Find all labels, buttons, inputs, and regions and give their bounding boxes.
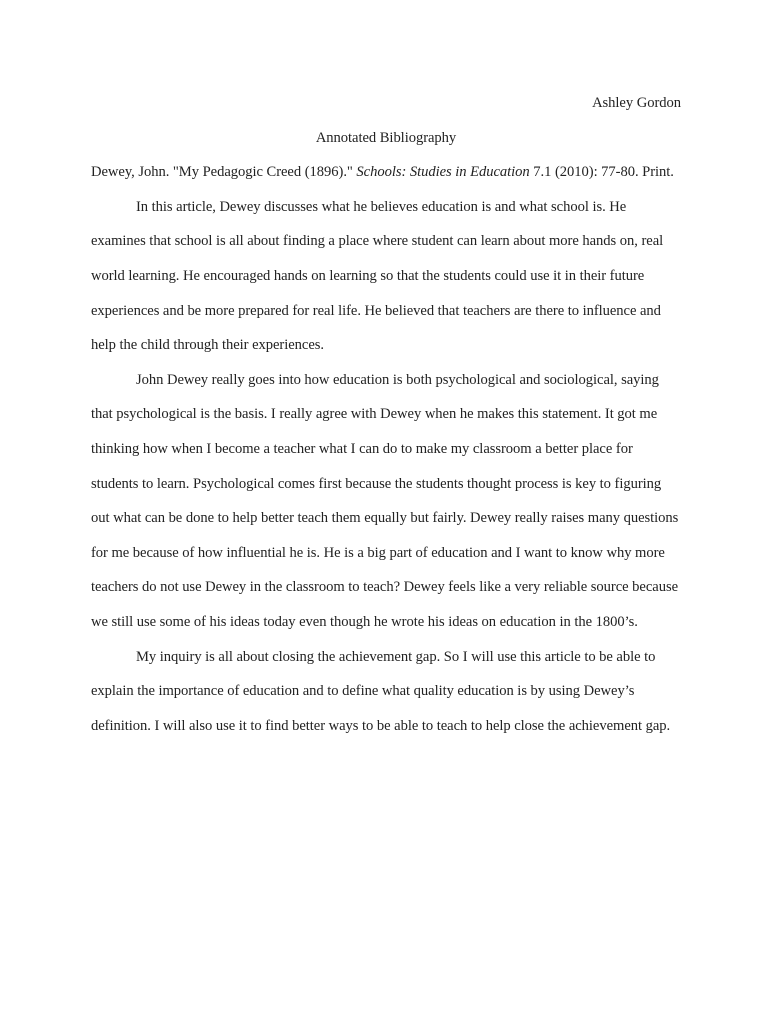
paragraph-usage: My inquiry is all about closing the achievement gap. So I will use this article to be able to explain the importance of education and to define what quality education is by using Dewey’s definition. I will also use it to find better ways to be able to teach to help close the achievement gap. <box>91 648 671 734</box>
document-body <box>91 86 681 743</box>
paragraph-reflection: John Dewey really goes into how education is both psychological and sociological, saying that psychological is the basis. I really agree with Dewey when he makes this statement. It got me thinking how when I become a teacher what I can do to make my classroom a better place for students to learn. Psychological comes first because the students thought process is key to figuring out what can be done to help better teach them equally but fairly. Dewey really raises many questions for me because of how influential he is. He is a big part of education and I want to know why more teachers do not use Dewey in the classroom to teach? Dewey feels like a very reliable source because we still use some of his ideas today even though he wrote his ideas on education in the 1800’s. <box>91 371 679 630</box>
citation-details: 7.1 (2010): 77-80. Print. <box>529 164 674 181</box>
author-name: Ashley Gordon <box>592 95 681 111</box>
citation <box>91 155 681 190</box>
citation-author-title: Dewey, John. "My Pedagogic Creed (1896)." <box>91 164 357 181</box>
document-title: Annotated Bibliography <box>315 129 457 146</box>
paragraph-summary: In this article, Dewey discusses what he believes education is and what school is. He examines that school is all about finding a place where student can learn about more hands on, real world learning. He encouraged hands on learning so that the students could use it in their future experiences and be more prepared for real life. He believed that teachers are there to influence and help the child through their experiences. <box>91 198 664 354</box>
citation-journal: Schools: Studies in Education <box>356 164 530 181</box>
